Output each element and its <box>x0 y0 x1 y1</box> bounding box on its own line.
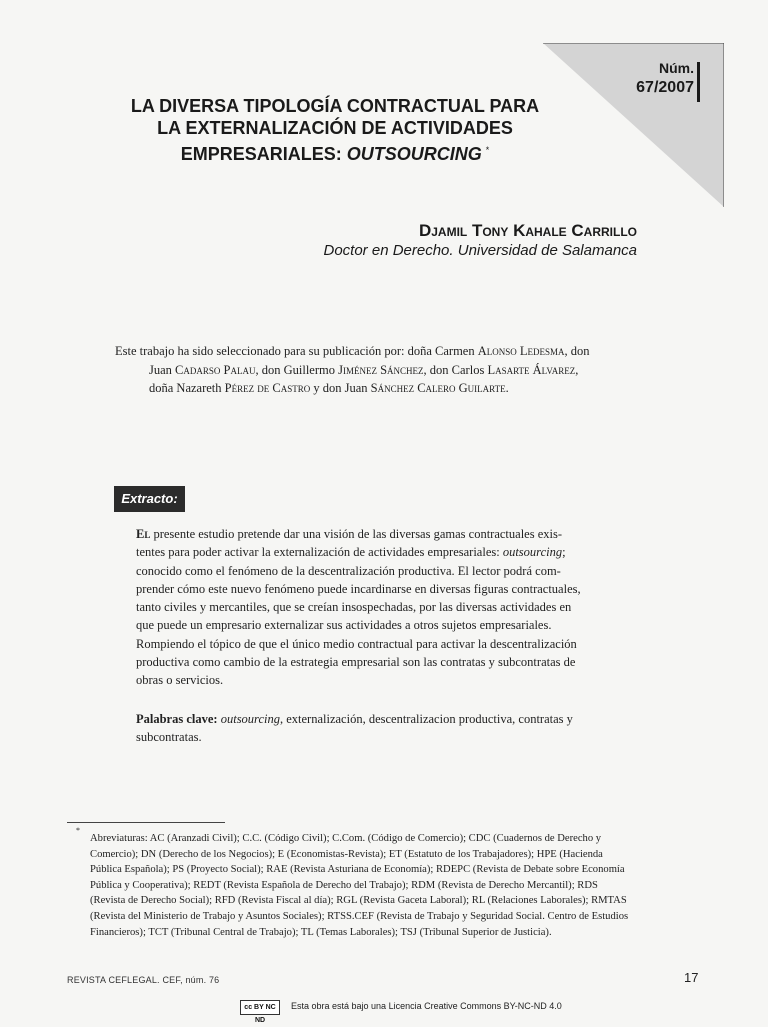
footnote-line: Pública y Cooperativa); REDT (Revista Española de Derecho del Trabajo); RDM (Revista de Derecho Mercantil); RDS <box>90 879 598 891</box>
footnote-abbreviations <box>90 831 702 940</box>
abstract-text: ; <box>562 545 566 560</box>
selection-text: , don Guillermo <box>255 362 339 377</box>
page-number: 17 <box>684 970 699 985</box>
issue-number-label <box>636 59 694 99</box>
selection-text: , <box>575 362 579 377</box>
title-line-2: LA EXTERNALIZACIÓN DE ACTIVIDADES <box>157 118 513 138</box>
selection-line <box>115 379 655 398</box>
selection-text: Juan <box>149 362 176 377</box>
title-line-1: LA DIVERSA TIPOLOGÍA CONTRACTUAL PARA <box>130 96 540 116</box>
selection-text: , don <box>564 344 590 358</box>
title-outsourcing: OUTSOURCING <box>346 144 482 164</box>
selector-name: Cadarso Palau <box>175 362 256 377</box>
selector-name: Lasarte Álvarez <box>487 362 576 377</box>
title-line-3: EMPRESARIALES: <box>180 144 347 164</box>
abstract-term: outsourcing <box>502 545 563 560</box>
author-name: Djamil Tony Kahale Carrillo <box>418 221 637 240</box>
selector-name: Sánchez Calero Guilarte <box>370 381 506 395</box>
issue-vertical-bar <box>697 62 700 102</box>
footnote-line: Abreviaturas: AC (Aranzadi Civil); C.C. (Código Civil); C.Com. (Código de Comercio); CDC (Cuadernos de Derecho y <box>90 833 602 844</box>
keywords-line <box>136 710 636 728</box>
keywords-text: , externalización, descentralizacion productiva, contratas y <box>279 712 573 726</box>
keyword-outsourcing: outsourcing <box>220 712 280 726</box>
selection-text: Este trabajo ha sido seleccionado para su publicación por: doña Carmen <box>115 344 478 358</box>
selection-line <box>115 361 655 380</box>
abstract-text: tentes para poder activar la externalización de actividades empresariales: <box>136 545 503 560</box>
selector-name: Pérez de Castro <box>224 381 311 395</box>
footnote-line: Financieros); TCT (Tribunal Central de Trabajo); TL (Temas Laborales); TSJ (Tribunal Superior de Justicia). <box>90 926 552 938</box>
selection-line <box>115 342 655 361</box>
abstract-text: presente estudio pretende dar una visión de las diversas gamas contractuales exis- <box>150 527 563 541</box>
creative-commons-icon: cc BY NC ND <box>240 1000 280 1015</box>
keywords-line: subcontratas. <box>136 730 202 745</box>
article-title <box>100 95 570 165</box>
author-affiliation: Doctor en Derecho. Universidad de Salamanca <box>323 242 637 259</box>
footnote-line: Pública Española); PS (Proyecto Social); RAE (Revista Asturiana de Economía); RDEPC (Revista de Debate sobre Economía <box>90 864 625 876</box>
abstract-line: Rompiendo el tópico de que el único medio contractual para activar la descentralización <box>136 636 577 651</box>
footnote-line: (Revista de Derecho Social); RFD (Revista Fiscal al día); RGL (Revista Gaceta Laboral); RL (Relaciones Laborales); RMTAS <box>90 895 627 907</box>
abstract-line: obras o servicios. <box>136 673 224 688</box>
selection-statement <box>115 342 655 398</box>
footnote-divider <box>67 822 225 823</box>
abstract-line <box>136 525 632 543</box>
footnote-line: Comercio); DN (Derecho de los Negocios); E (Economistas-Revista); ET (Estatuto de los Trabajadores); HPE (Hacienda <box>90 848 603 860</box>
license-text: Esta obra está bajo una Licencia Creative Commons BY-NC-ND 4.0 <box>291 1001 562 1011</box>
abstract-paragraph <box>136 525 632 690</box>
selector-name: Alonso Ledesma <box>477 344 565 358</box>
abstract-line: tanto civiles y mercantiles, que se creían insospechadas, por las diversas actividades en <box>136 600 572 615</box>
abstract-line: conocido como el fenómeno de la descentralización productiva. El lector podrá com- <box>136 563 561 578</box>
abstract-line: prender cómo este nuevo fenómeno puede incardinarse en diversas figuras contractuales, <box>136 581 581 596</box>
keywords-label: Palabras clave: <box>136 712 218 726</box>
issue-label-text: Núm. <box>659 60 694 76</box>
footnote-line: (Revista del Ministerio de Trabajo y Asuntos Sociales); RTSS.CEF (Revista de Trabajo y Seguridad Social. Centro de Estudios <box>90 910 629 922</box>
abstract-line: que puede un empresario externalizar sus actividades a otros sujetos empresariales. <box>136 618 552 633</box>
title-footnote-mark: * <box>485 145 490 155</box>
selection-text: . <box>505 381 509 395</box>
issue-number: 67/2007 <box>636 79 694 96</box>
selection-text: , don Carlos <box>423 362 488 377</box>
selector-name: Jiménez Sánchez <box>338 362 424 377</box>
abstract-line <box>136 543 632 561</box>
abstract-line: productiva como cambio de la estrategia empresarial son las contratas y subcontratas de <box>136 655 576 670</box>
selection-text: y don Juan <box>310 381 371 395</box>
selection-text: doña Nazareth <box>149 381 225 395</box>
journal-reference: REVISTA CEFLEGAL. CEF, núm. 76 <box>67 975 220 985</box>
extract-badge: Extracto: <box>114 486 185 512</box>
keywords-paragraph <box>136 710 636 747</box>
footnote-mark: * <box>76 826 80 835</box>
abstract-first-word: El <box>136 527 151 541</box>
